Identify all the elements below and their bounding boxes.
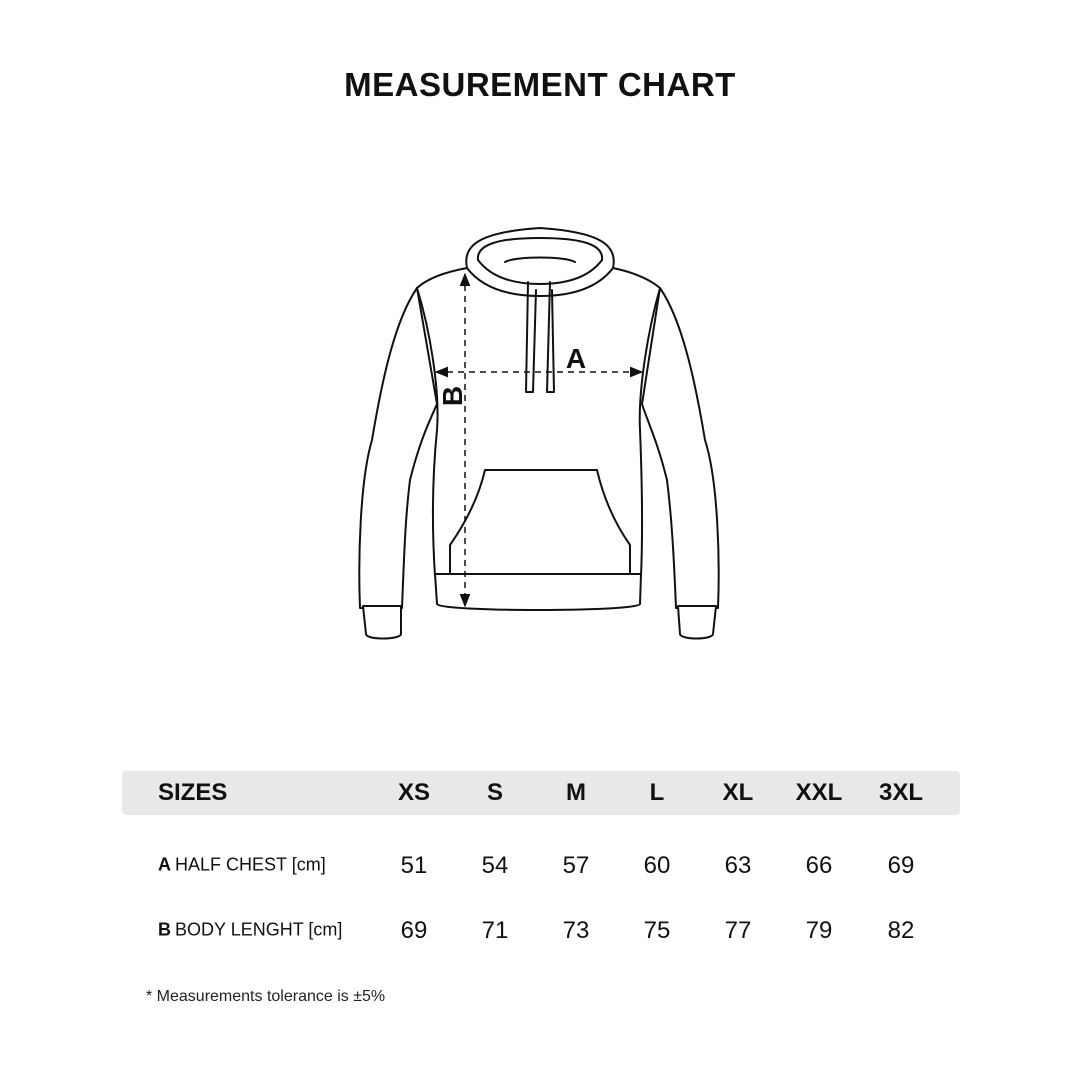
right-cuff — [678, 606, 716, 639]
row-key-a: A — [158, 854, 171, 875]
value-chest-s: 54 — [481, 852, 509, 879]
label-b: B — [437, 385, 468, 407]
value-length-s: 71 — [481, 917, 509, 944]
left-sleeve — [359, 288, 437, 608]
value-length-m: 73 — [562, 917, 590, 944]
size-header-m: M — [566, 779, 586, 806]
left-cuff — [363, 606, 401, 639]
page-title: MEASUREMENT CHART — [344, 66, 736, 103]
value-chest-3xl: 69 — [887, 852, 915, 879]
row-label-text: HALF CHEST [cm] — [175, 854, 326, 875]
value-length-l: 75 — [643, 917, 671, 944]
row-label-half-chest — [158, 855, 326, 876]
size-header-xl: XL — [722, 779, 754, 806]
size-header-l: L — [649, 779, 665, 806]
value-chest-m: 57 — [562, 852, 590, 879]
size-header-xxl: XXL — [795, 779, 843, 806]
value-length-3xl: 82 — [887, 917, 915, 944]
value-length-xl: 77 — [724, 917, 752, 944]
size-header-xs: XS — [397, 779, 431, 806]
value-length-xxl: 79 — [805, 917, 833, 944]
value-chest-l: 60 — [643, 852, 671, 879]
value-chest-xl: 63 — [724, 852, 752, 879]
waistband — [435, 574, 641, 610]
value-chest-xs: 51 — [400, 852, 428, 879]
label-a: A — [565, 343, 587, 374]
size-header-s: S — [486, 779, 504, 806]
value-length-xs: 69 — [400, 917, 428, 944]
row-label-body-length — [158, 920, 342, 941]
row-key-b: B — [158, 919, 171, 940]
size-header-3xl: 3XL — [878, 779, 924, 806]
tolerance-note: * Measurements tolerance is ±5% — [146, 988, 386, 1005]
row-label-text: BODY LENGHT [cm] — [175, 919, 343, 940]
table-header-sizes: SIZES — [158, 779, 228, 806]
value-chest-xxl: 66 — [805, 852, 833, 879]
hoodie-body — [417, 268, 660, 576]
right-sleeve — [642, 288, 719, 608]
